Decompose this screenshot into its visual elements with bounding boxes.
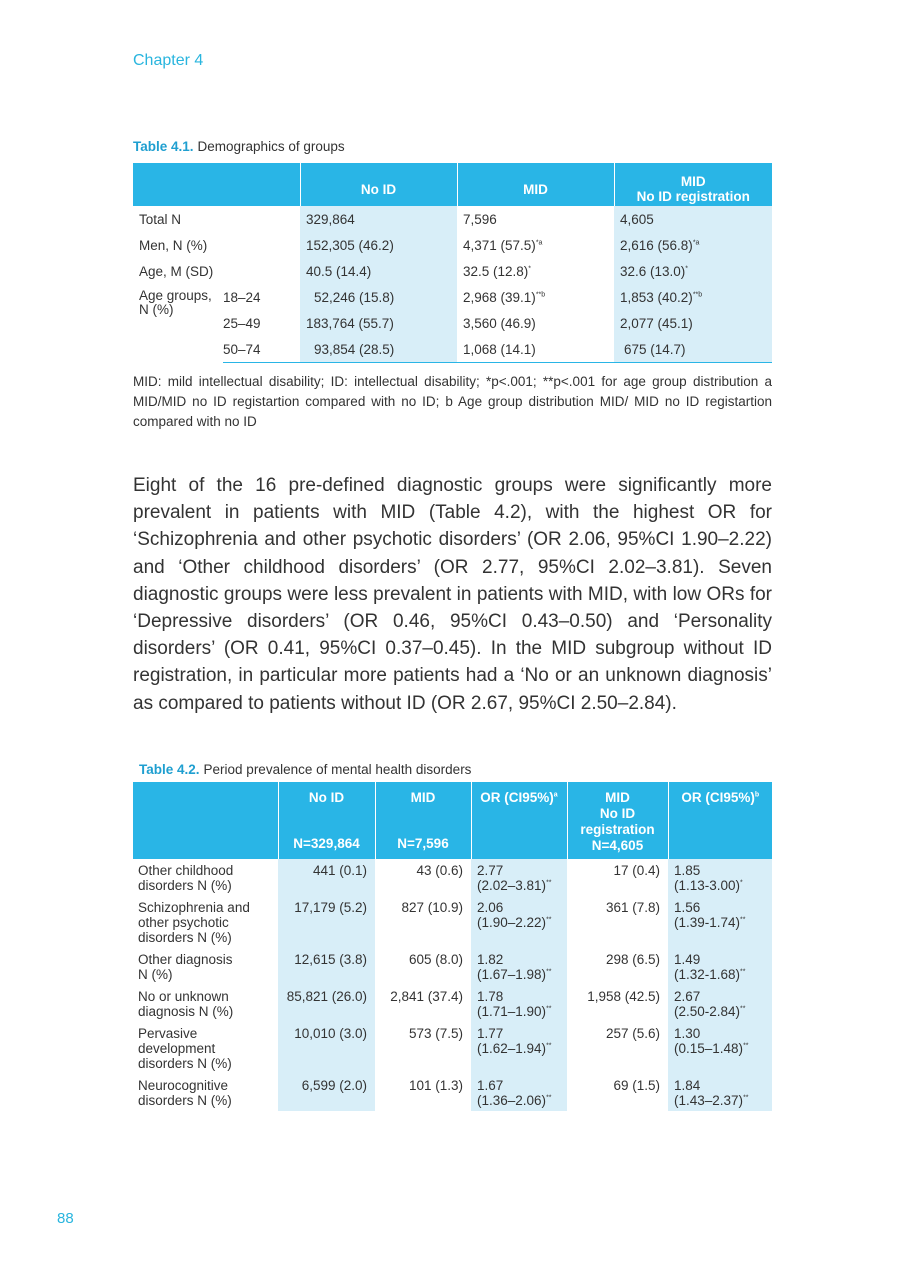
cell-sup: *a xyxy=(692,239,700,246)
cell-midnr xyxy=(614,258,772,284)
row-label-line: development xyxy=(138,1041,216,1056)
or-ci: (2.50-2.84) xyxy=(674,1004,741,1019)
row-label-line: Neurocognitive xyxy=(138,1078,229,1093)
or-sup: ** xyxy=(546,968,552,976)
or-ci: (1.43–2.37) xyxy=(674,1093,744,1108)
body-paragraph: Eight of the 16 pre-defined diagnostic groups were significantly more prevalent in patients with MID (Table 4.2), with the highest OR for ‘Schizophrenia and other psychotic disorders’ (OR 2.06, 95%CI 1.90–2.22) and ‘Other childhood disorders’ (OR 2.77, 95%CI 2.02–3.81). Seven diagnostic groups were less prevalent in patients with MID, with low ORs for ‘Depressive disorders’ (OR 0.46, 95%CI 0.43–0.50) and ‘Personality disorders’ (OR 0.41, 95%CI 0.37–0.45). In the MID subgroup without ID registration, in particular more patients had a ‘No or an unknown diagnosis’ as compared to patients without ID (OR 2.67, 95%CI 2.50–2.84). xyxy=(133,475,772,714)
cell-midnr xyxy=(614,284,772,310)
cell-noid: 52,246 (15.8) xyxy=(300,284,457,310)
or-sup: ** xyxy=(740,968,746,976)
cell-sup: **b xyxy=(692,291,703,298)
cell-midnr: 675 (14.7) xyxy=(614,336,772,363)
cell-value: 32.5 (12.8) xyxy=(463,263,529,279)
cell-mid xyxy=(457,232,614,258)
table-row xyxy=(133,310,772,336)
cell-or2 xyxy=(668,948,772,985)
table-row xyxy=(133,206,772,232)
row-label xyxy=(133,985,278,1022)
age-groups-label: Age groups, xyxy=(139,288,212,303)
cell-noid: 6,599 (2.0) xyxy=(278,1074,375,1111)
cell-value: 32.6 (13.0) xyxy=(620,263,686,279)
header-label: MID xyxy=(410,790,436,805)
page-number: 88 xyxy=(57,1210,74,1227)
table1-header-noid: No ID xyxy=(300,163,457,206)
table1-caption-label: Table 4.1. xyxy=(133,139,194,154)
cell-or2 xyxy=(668,1022,772,1074)
table1-header-blank xyxy=(133,163,300,206)
or-ci: (1.67–1.98) xyxy=(477,967,547,982)
cell-value: 1,853 (40.2) xyxy=(620,289,693,305)
cell-mid xyxy=(457,284,614,310)
cell-midnr xyxy=(614,232,772,258)
row-label-line: Pervasive xyxy=(138,1026,198,1041)
cell-noid: 93,854 (28.5) xyxy=(300,336,457,363)
cell-midnr: 298 (6.5) xyxy=(605,952,660,967)
cell-mid: 101 (1.3) xyxy=(408,1078,463,1093)
table2-caption xyxy=(139,762,471,777)
cell-value: 2,616 (56.8) xyxy=(620,237,693,253)
or-sup: ** xyxy=(546,1042,552,1050)
header-label: registration xyxy=(580,822,655,837)
cell-noid: 12,615 (3.8) xyxy=(278,948,375,985)
or-ci: (2.02–3.81) xyxy=(477,878,547,893)
table1-footnote: MID: mild intellectual disability; ID: intellectual disability; *p<.001; **p<.001 for age group distribution a MID/MID no ID registartion compared with no ID; b Age group distribution MID/ MID no ID registartion compared with no ID xyxy=(133,374,772,429)
or-value: 1.82 xyxy=(477,952,504,967)
header-label: No ID xyxy=(599,806,636,821)
cell-noid: 40.5 (14.4) xyxy=(300,258,457,284)
header-n: N=7,596 xyxy=(397,836,449,851)
chapter-header: Chapter 4 xyxy=(133,52,204,69)
row-label-line: N (%) xyxy=(138,967,173,982)
or-value: 1.85 xyxy=(674,863,701,878)
cell-sup: * xyxy=(528,265,532,272)
row-label-line: diagnosis N (%) xyxy=(138,1004,234,1019)
or-ci: (1.13-3.00) xyxy=(674,878,741,893)
header-label: OR (CI95%) xyxy=(681,790,755,805)
cell-mid: 43 (0.6) xyxy=(416,863,463,878)
or-ci: (1.32-1.68) xyxy=(674,967,741,982)
or-sup: ** xyxy=(740,916,746,924)
row-label-line: Schizophrenia and xyxy=(138,900,250,915)
cell-or1 xyxy=(471,1022,567,1074)
cell-value: 4,371 (57.5) xyxy=(463,237,536,253)
or-sup: ** xyxy=(546,916,552,924)
row-label xyxy=(133,284,223,363)
table-row xyxy=(133,1022,772,1074)
or-sup: ** xyxy=(740,1005,746,1013)
table-row xyxy=(133,336,772,363)
cell-or1 xyxy=(471,896,567,948)
or-value: 1.67 xyxy=(477,1078,504,1093)
cell-or1 xyxy=(471,948,567,985)
cell-noid: 10,010 (3.0) xyxy=(278,1022,375,1074)
table-row xyxy=(133,258,772,284)
or-value: 1.77 xyxy=(477,1026,504,1041)
row-label-line: disorders N (%) xyxy=(138,1093,232,1108)
row-label xyxy=(133,896,278,948)
cell-mid: 573 (7.5) xyxy=(408,1026,463,1041)
table2-header-noid xyxy=(278,782,375,859)
table2-header-mid xyxy=(375,782,471,859)
table1-header-row xyxy=(133,163,772,206)
cell-sup: *a xyxy=(535,239,543,246)
header-noreg-line: No ID registration xyxy=(636,189,750,204)
header-n: N=329,864 xyxy=(293,836,360,851)
cell-midnr: 17 (0.4) xyxy=(613,863,660,878)
cell-noid: 152,305 (46.2) xyxy=(300,232,457,258)
or-value: 1.49 xyxy=(674,952,701,967)
table-row xyxy=(133,1074,772,1111)
cell-or2 xyxy=(668,1074,772,1111)
cell-noid: 329,864 xyxy=(300,206,457,232)
table-row xyxy=(133,985,772,1022)
cell-midnr: 69 (1.5) xyxy=(613,1078,660,1093)
table2-header-blank xyxy=(133,782,278,859)
cell-or2 xyxy=(668,859,772,896)
cell-mid xyxy=(457,258,614,284)
row-label-line: disorders N (%) xyxy=(138,930,232,945)
or-sup: ** xyxy=(546,1094,552,1102)
table2-body xyxy=(133,859,772,1111)
cell-mid: 7,596 xyxy=(463,211,497,227)
row-label xyxy=(133,859,278,896)
table2-caption-label: Table 4.2. xyxy=(139,762,200,777)
row-label xyxy=(133,1022,278,1074)
cell-mid: 2,841 (37.4) xyxy=(390,989,463,1004)
cell-or2 xyxy=(668,985,772,1022)
row-label-line: disorders N (%) xyxy=(138,878,232,893)
cell-or1 xyxy=(471,1074,567,1111)
demographics-table xyxy=(133,163,772,363)
cell-value: 2,968 (39.1) xyxy=(463,289,536,305)
table1-header-mid: MID xyxy=(457,163,614,206)
header-label: OR (CI95%) xyxy=(480,790,554,805)
row-label: Men, N (%) xyxy=(139,237,208,253)
row-label-line: disorders N (%) xyxy=(138,1056,232,1071)
or-ci: (1.62–1.94) xyxy=(477,1041,547,1056)
header-n: N=4,605 xyxy=(591,838,644,853)
row-label-line: Other childhood xyxy=(138,863,234,878)
cell-sup: * xyxy=(685,265,689,272)
cell-or1 xyxy=(471,985,567,1022)
table1-header-mid-noreg xyxy=(614,163,772,206)
table1-caption xyxy=(133,139,345,154)
or-value: 2.77 xyxy=(477,863,504,878)
table2-header-row xyxy=(133,782,772,859)
row-label: Total N xyxy=(139,211,182,227)
cell-midnr: 361 (7.8) xyxy=(605,900,660,915)
or-value: 1.30 xyxy=(674,1026,701,1041)
table2-header-or2 xyxy=(668,782,772,859)
cell-mid: 1,068 (14.1) xyxy=(457,336,614,363)
row-label: Age, M (SD) xyxy=(139,263,214,279)
age-range: 25–49 xyxy=(223,315,261,331)
cell-midnr: 2,077 (45.1) xyxy=(614,310,772,336)
table-row xyxy=(133,859,772,896)
age-groups-unit: N (%) xyxy=(139,302,174,317)
header-label: MID xyxy=(605,790,630,805)
prevalence-table xyxy=(133,782,772,1111)
cell-noid: 441 (0.1) xyxy=(278,859,375,896)
row-label-line: No or unknown xyxy=(138,989,229,1004)
row-label-line: Other diagnosis xyxy=(138,952,233,967)
table-row xyxy=(133,948,772,985)
row-label xyxy=(133,1074,278,1111)
table1-caption-text: Demographics of groups xyxy=(197,139,345,154)
or-ci: (1.36–2.06) xyxy=(477,1093,547,1108)
cell-or1 xyxy=(471,859,567,896)
or-sup: ** xyxy=(546,879,552,887)
cell-midnr: 1,958 (42.5) xyxy=(587,989,660,1004)
cell-noid: 183,764 (55.7) xyxy=(300,310,457,336)
or-value: 2.06 xyxy=(477,900,504,915)
age-range: 50–74 xyxy=(223,336,300,363)
table2-header-or1 xyxy=(471,782,567,859)
cell-noid: 17,179 (5.2) xyxy=(278,896,375,948)
or-sup: ** xyxy=(743,1042,749,1050)
table2-header-midnr xyxy=(567,782,668,859)
header-mid-line: MID xyxy=(680,174,706,189)
or-value: 1.78 xyxy=(477,989,504,1004)
cell-sup: **b xyxy=(535,291,546,298)
age-range: 18–24 xyxy=(223,289,261,305)
cell-mid: 605 (8.0) xyxy=(408,952,463,967)
row-label-line: other psychotic xyxy=(138,915,229,930)
or-value: 2.67 xyxy=(674,989,701,1004)
table-row xyxy=(133,284,772,310)
or-value: 1.56 xyxy=(674,900,701,915)
or-sup: ** xyxy=(743,1094,749,1102)
cell-mid: 827 (10.9) xyxy=(401,900,463,915)
cell-noid: 85,821 (26.0) xyxy=(278,985,375,1022)
header-sup: b xyxy=(754,791,760,799)
table2-caption-text: Period prevalence of mental health disorders xyxy=(203,762,472,777)
cell-or2 xyxy=(668,896,772,948)
cell-midnr: 257 (5.6) xyxy=(605,1026,660,1041)
or-value: 1.84 xyxy=(674,1078,701,1093)
or-ci: (1.39-1.74) xyxy=(674,915,741,930)
row-label xyxy=(133,948,278,985)
or-ci: (0.15–1.48) xyxy=(674,1041,744,1056)
header-sup: a xyxy=(553,791,558,799)
or-sup: * xyxy=(740,879,743,887)
header-label: No ID xyxy=(308,790,345,805)
table-row xyxy=(133,896,772,948)
table-row xyxy=(133,232,772,258)
cell-midnr: 4,605 xyxy=(614,206,772,232)
cell-mid: 3,560 (46.9) xyxy=(463,315,536,331)
or-ci: (1.90–2.22) xyxy=(477,915,547,930)
or-sup: ** xyxy=(546,1005,552,1013)
or-ci: (1.71–1.90) xyxy=(477,1004,547,1019)
